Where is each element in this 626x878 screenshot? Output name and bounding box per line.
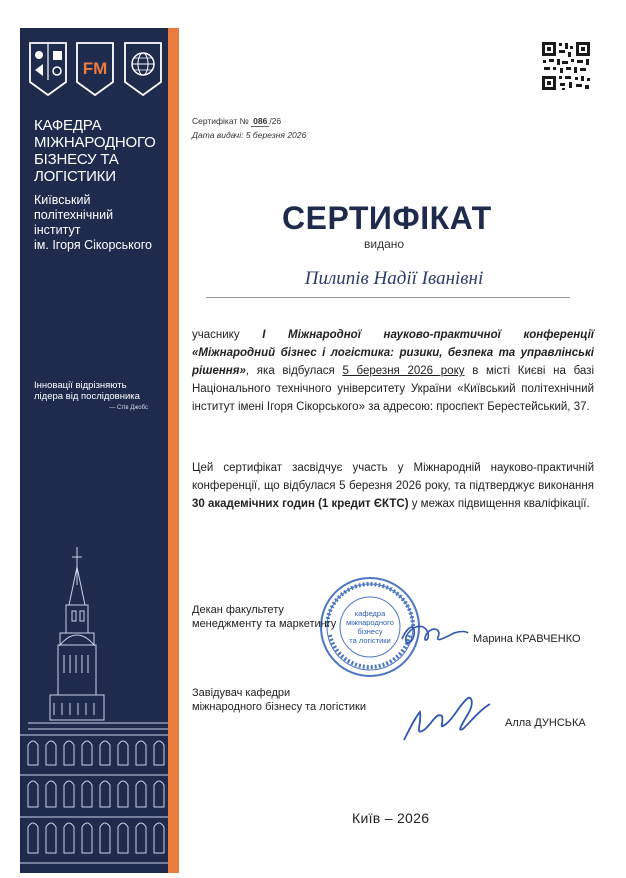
- svg-text:бізнесу: бізнесу: [357, 627, 383, 636]
- svg-text:та логістики: та логістики: [349, 636, 391, 645]
- kpi-logo-icon: [27, 40, 69, 98]
- institute-name: Київський політехнічний інститут ім. Ігоря Сікорського: [34, 193, 152, 252]
- head-title: Завідувач кафедри міжнародного бізнесу та логістики: [192, 687, 366, 713]
- confirmation-paragraph: Цей сертифікат засвідчує участь у Міжнародній науково-практичній конференції, що відбулася 5 березня 2026 року, та підтверджує виконання 30 академічних годин (1 кредит ЄКТС) у межах підвищення кваліфікації.: [192, 462, 594, 510]
- sidebar-orange-stripe: [168, 28, 179, 873]
- dean-title: Декан факультету менеджменту та маркетингу: [192, 604, 337, 630]
- globe-logo-icon: [122, 40, 164, 98]
- sidebar-quote: Інновації відрізняють лідера від послідовника: [34, 380, 140, 402]
- qr-code: [540, 40, 592, 92]
- recipient-underline: [206, 297, 570, 298]
- issued-word: видано: [364, 237, 405, 251]
- certificate-number: Сертифікат № 086 /26: [192, 116, 282, 126]
- department-name: КАФЕДРА МІЖНАРОДНОГО БІЗНЕСУ ТА ЛОГІСТИКИ: [34, 117, 156, 185]
- head-signature: [398, 690, 498, 746]
- conference-date: 5 березня 2026 року: [342, 365, 465, 377]
- issue-date: Дата видачі: 5 березня 2026: [192, 130, 307, 140]
- university-building-illustration: [20, 545, 168, 873]
- svg-text:міжнародного: міжнародного: [346, 618, 394, 627]
- head-name: Алла ДУНСЬКА: [505, 717, 586, 729]
- certificate-title: СЕРТИФІКАТ: [282, 200, 492, 236]
- dean-signature: [398, 615, 470, 651]
- dean-name: Марина КРАВЧЕНКО: [473, 633, 581, 645]
- fm-logo-icon: [74, 40, 116, 98]
- recipient-name: Пилипів Надії Іванівні: [304, 268, 484, 289]
- svg-text:кафедра: кафедра: [354, 609, 386, 618]
- certificate-number-value: 086: [253, 116, 268, 126]
- city-year: Київ – 2026: [352, 810, 430, 826]
- quote-author: — Стів Джобс: [109, 405, 148, 411]
- fm-logo-text: FM: [82, 59, 108, 78]
- conference-name: І Міжнародної науково-практичної конференції «Міжнародний бізнес і логістика: ризики, безпека та управлінські рішення»: [192, 329, 594, 377]
- academic-hours: 30 академічних годин (1 кредит ЄКТС): [192, 498, 409, 510]
- participation-paragraph: учаснику І Міжнародної науково-практичної конференції «Міжнародний бізнес і логістика: ризики, безпека та управлінські рішення», яка відбулася 5 березня 2026 року в місті Києві на базі Національного технічного університету України «Київський політехнічний інститут імені Ігоря Сікорського» за адресою: проспект Берестейський, 37.: [192, 329, 595, 413]
